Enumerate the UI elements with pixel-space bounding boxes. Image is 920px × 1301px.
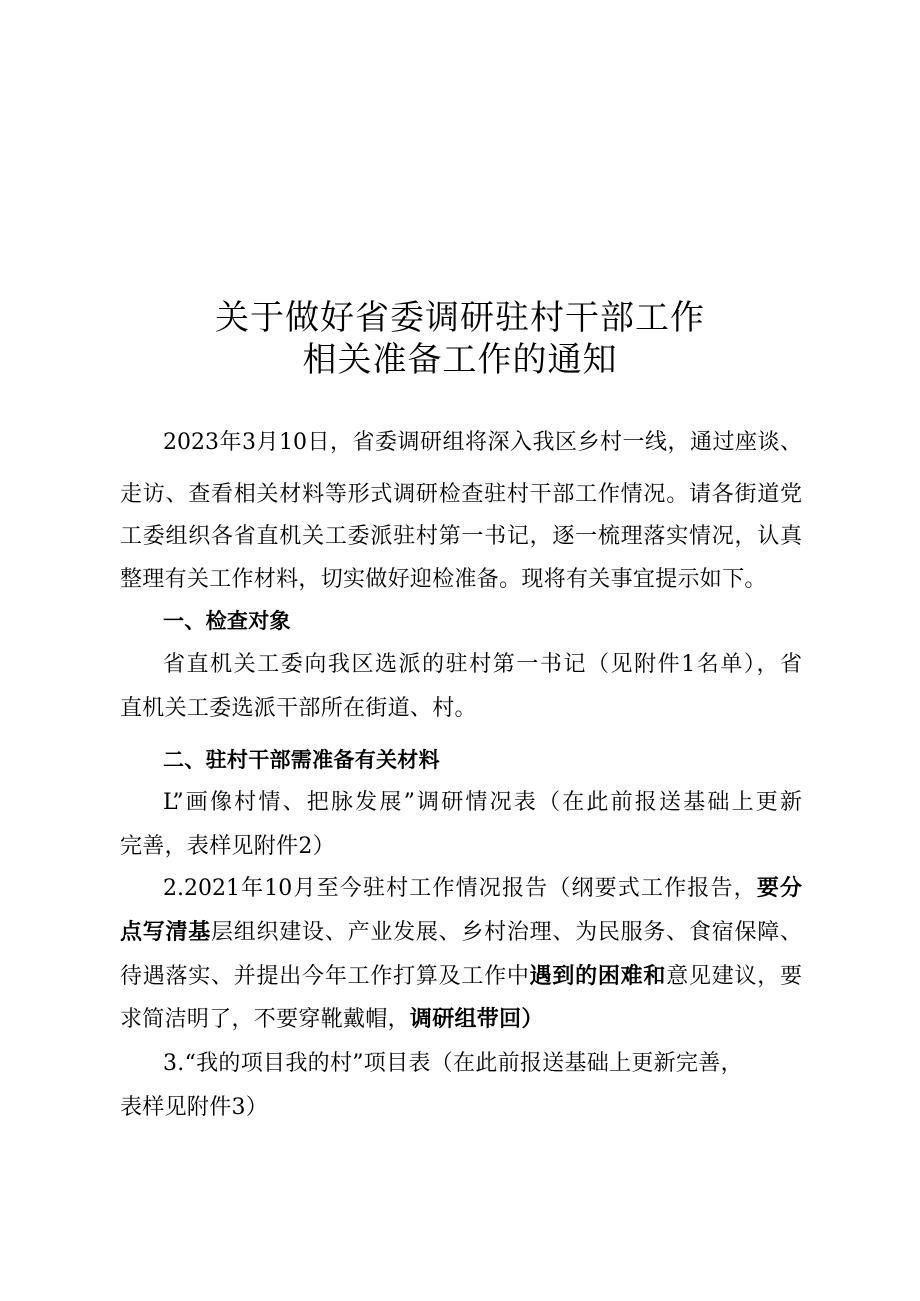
item-3-line-2: 表样见附件3） (120, 1095, 269, 1120)
item-2-text: 2.2021年10月至今驻村工作情况报告（纲要式工作报告， (163, 876, 757, 901)
item-2-text: 意见建议，要 (666, 964, 802, 989)
item-2-emphasis: 点写清基 (120, 920, 212, 945)
item-2-line-1 (163, 874, 802, 904)
item-3-line-1: 3.“我的项目我的村”项目表（在此前报送基础上更新完善， (163, 1051, 743, 1076)
intro-line-3: 工委组织各省直机关工委派驻村第一书记，逐一梳理落实情况，认真 (120, 524, 802, 549)
intro-line-4: 整理有关工作材料，切实做好迎检准备。现将有关事宜提示如下。 (120, 567, 767, 592)
item-2-emphasis: 遇到的困难和 (529, 964, 667, 989)
item-1-line-1: L”画像村情、把脉发展”调研情况表（在此前报送基础上更新 (163, 790, 802, 815)
item-2-line-2 (120, 918, 802, 948)
item-2-text: 层组织建设、产业发展、乡村治理、为民服务、食宿保障、 (211, 920, 802, 945)
intro-line-2: 走访、查看相关材料等形式调研检查驻村干部工作情况。请各街道党 (120, 482, 802, 507)
item-2-emphasis: 要分 (756, 876, 802, 901)
section-1-heading: 一、检查对象 (163, 609, 291, 633)
section-2-heading: 二、驻村干部需准备有关材料 (163, 748, 440, 772)
item-2-text: 待遇落实、并提出今年工作打算及工作中 (120, 964, 530, 989)
item-2-line-4 (120, 1005, 544, 1035)
section-1-line-2: 直机关工委选派干部所在街道、村。 (120, 696, 477, 721)
item-1-line-2: 完善，表样见附件2） (120, 834, 335, 859)
intro-line-1: 2023年3月10日，省委调研组将深入我区乡村一线，通过座谈、 (163, 430, 802, 455)
document-title-line-2: 相关准备工作的通知 (302, 340, 618, 380)
document-title-line-1: 关于做好省委调研驻村干部工作 (215, 298, 705, 338)
item-2-text: 求简洁明了，不要穿靴戴帽， (120, 1007, 410, 1032)
item-2-emphasis: 调研组带回） (409, 1007, 544, 1032)
section-1-line-1: 省直机关工委向我区选派的驻村第一书记（见附件1名单），省 (163, 652, 802, 677)
item-2-line-3 (120, 962, 802, 992)
